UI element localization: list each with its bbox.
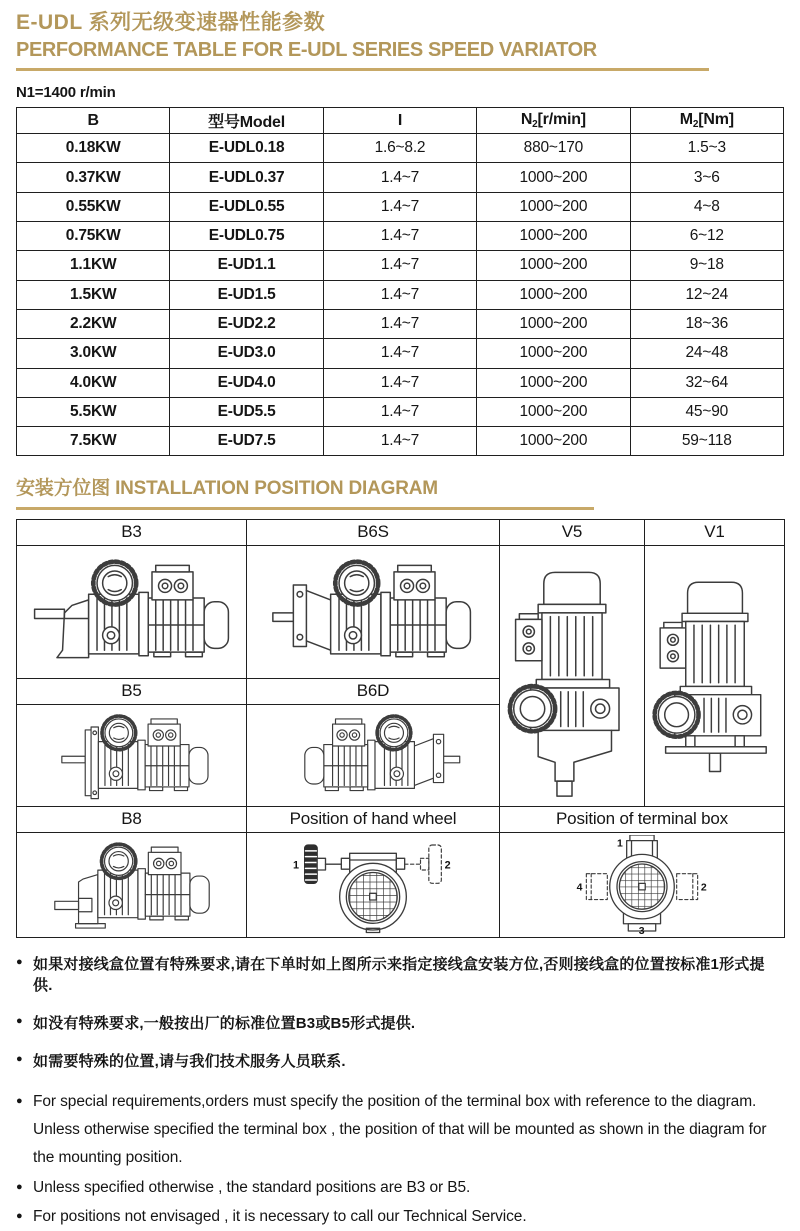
position-label-b6s: B6S: [247, 519, 500, 545]
terminal-box-position-drawing: [567, 835, 717, 935]
table-row: [17, 397, 784, 426]
table-cell: 1000~200: [477, 397, 630, 426]
note-text: Unless specified otherwise , the standard positions are B3 or B5.: [33, 1178, 471, 1196]
note-text: 如果对接线盒位置有特殊要求,请在下单时如上图所示来指定接线盒安装方位,否则接线盒的位置按标准1形式提供.: [33, 955, 765, 994]
table-cell: 5.5KW: [17, 397, 170, 426]
handwheel-position-2-label: 2: [444, 859, 451, 872]
table-cell: 1000~200: [477, 427, 630, 456]
page-title-zh: E-UDL 系列无级变速器性能参数: [16, 11, 326, 34]
table-cell: 1.4~7: [323, 251, 476, 280]
table-cell: 0.18KW: [17, 134, 170, 163]
table-cell: 1.4~7: [323, 222, 476, 251]
table-cell: 24~48: [630, 339, 783, 368]
col-header-ratio: I: [323, 108, 476, 134]
terminal-position-2-label: 2: [700, 882, 707, 894]
table-cell: 2.2KW: [17, 309, 170, 338]
table-cell: 3~6: [630, 163, 783, 192]
position-label-b5: B5: [17, 678, 247, 704]
table-cell: 1000~200: [477, 280, 630, 309]
position-label-b6d: B6D: [247, 678, 500, 704]
cell-v1: [645, 545, 785, 806]
table-row: [17, 134, 784, 163]
table-cell: E-UD3.0: [170, 339, 323, 368]
table-cell: 1000~200: [477, 339, 630, 368]
table-row: [17, 222, 784, 251]
b5-drawing: [32, 708, 232, 803]
b8-drawing: [32, 836, 232, 934]
note-zh-1: [16, 953, 784, 995]
table-row: [17, 251, 784, 280]
table-cell: E-UD1.5: [170, 280, 323, 309]
table-cell: 3.0KW: [17, 339, 170, 368]
performance-table-body: [17, 134, 784, 456]
terminal-position-4-label: 4: [576, 882, 583, 894]
installation-diagram-table: [16, 519, 785, 938]
table-cell: E-UDL0.18: [170, 134, 323, 163]
diagram-header-row-3: [17, 806, 785, 832]
b6s-drawing: [271, 551, 476, 673]
table-cell: 0.75KW: [17, 222, 170, 251]
table-cell: 880~170: [477, 134, 630, 163]
table-cell: 9~18: [630, 251, 783, 280]
handwheel-position-1-label: 1: [293, 859, 300, 872]
position-label-terminal-box: Position of terminal box: [500, 806, 785, 832]
performance-table: [16, 107, 784, 456]
table-cell: 4.0KW: [17, 368, 170, 397]
table-cell: E-UDL0.75: [170, 222, 323, 251]
diagram-header-row-1: [17, 519, 785, 545]
table-cell: 1.5~3: [630, 134, 783, 163]
col-header-torque: $M_2[Nm]$: [630, 108, 783, 134]
handwheel-position-2-icon: [405, 845, 442, 883]
b6d-drawing: [266, 708, 481, 803]
position-label-b3: B3: [17, 519, 247, 545]
table-cell: 1000~200: [477, 222, 630, 251]
cell-v5: [500, 545, 645, 806]
table-cell: E-UD2.2: [170, 309, 323, 338]
note-zh-2: [16, 1012, 784, 1033]
table-cell: 1000~200: [477, 163, 630, 192]
hand-wheel-position-drawing: [273, 835, 473, 935]
title-divider: [16, 68, 709, 71]
bullet-icon: ●: [16, 955, 23, 968]
page-title-en: PERFORMANCE TABLE FOR E-UDL SERIES SPEED VARIATOR: [16, 39, 597, 62]
table-cell: 1.4~7: [323, 280, 476, 309]
position-label-b8: B8: [17, 806, 247, 832]
note-en-2: [16, 1174, 784, 1202]
table-cell: 12~24: [630, 280, 783, 309]
bullet-icon: ●: [16, 1094, 23, 1107]
terminal-position-1-label: 1: [617, 838, 623, 850]
position-label-hand-wheel: Position of hand wheel: [247, 806, 500, 832]
cell-terminal-box-position: [500, 832, 785, 937]
position-label-v5: V5: [500, 519, 645, 545]
table-cell: E-UD5.5: [170, 397, 323, 426]
diagram-row-1: [17, 545, 785, 678]
table-cell: 1.4~7: [323, 368, 476, 397]
table-cell: 59~118: [630, 427, 783, 456]
cell-hand-wheel-position: [247, 832, 500, 937]
table-row: [17, 427, 784, 456]
section-title-installation: 安装方位图 INSTALLATION POSITION DIAGRAM: [16, 478, 438, 500]
diagram-row-3: [17, 832, 785, 937]
table-cell: E-UDL0.55: [170, 192, 323, 221]
table-cell: 4~8: [630, 192, 783, 221]
col-header-model: 型号Model: [170, 108, 323, 134]
cell-b3: [17, 545, 247, 678]
cell-b6d: [247, 704, 500, 806]
note-text: For special requirements,orders must specify the position of the terminal box with reference to the diagram. Unless otherwise specified the terminal box , the position of that will be mounted as shown in the diagram for the mounting position.: [33, 1092, 767, 1167]
cell-b8: [17, 832, 247, 937]
table-cell: 18~36: [630, 309, 783, 338]
bullet-icon: ●: [16, 1209, 23, 1222]
table-cell: 7.5KW: [17, 427, 170, 456]
note-text: 如需要特殊的位置,请与我们技术服务人员联系.: [33, 1052, 346, 1070]
performance-table-header: [17, 108, 784, 134]
table-cell: 0.55KW: [17, 192, 170, 221]
cell-b5: [17, 704, 247, 806]
table-cell: E-UD7.5: [170, 427, 323, 456]
table-cell: 1.4~7: [323, 163, 476, 192]
bullet-icon: ●: [16, 1180, 23, 1193]
table-row: [17, 280, 784, 309]
terminal-box-left-icon: [586, 874, 607, 900]
table-cell: 1.1KW: [17, 251, 170, 280]
table-cell: 6~12: [630, 222, 783, 251]
col-header-output-speed: $N_2[r/\min]$: [477, 108, 630, 134]
handwheel-position-1-icon: [305, 845, 342, 883]
table-cell: E-UD1.1: [170, 251, 323, 280]
table-cell: 1000~200: [477, 309, 630, 338]
table-cell: 1.4~7: [323, 309, 476, 338]
note-zh-3: [16, 1050, 784, 1071]
table-cell: 1000~200: [477, 192, 630, 221]
table-row: [17, 339, 784, 368]
bullet-icon: ●: [16, 1014, 23, 1027]
note-en-3: [16, 1203, 784, 1231]
bullet-icon: ●: [16, 1052, 23, 1065]
table-cell: E-UDL0.37: [170, 163, 323, 192]
table-cell: 32~64: [630, 368, 783, 397]
v5-drawing: [506, 563, 638, 798]
table-cell: 1.4~7: [323, 427, 476, 456]
table-row: [17, 368, 784, 397]
notes-list: [16, 953, 784, 1231]
table-cell: 0.37KW: [17, 163, 170, 192]
table-cell: 1000~200: [477, 251, 630, 280]
header-row: [17, 108, 784, 134]
table-cell: E-UD4.0: [170, 368, 323, 397]
table-row: [17, 309, 784, 338]
v1-drawing: [651, 573, 779, 788]
b3-drawing: [29, 551, 234, 673]
table-cell: 1.6~8.2: [323, 134, 476, 163]
table-cell: 1.4~7: [323, 339, 476, 368]
table-row: [17, 192, 784, 221]
note-text: 如没有特殊要求,一般按出厂的标准位置B3或B5形式提供.: [33, 1014, 416, 1032]
table-cell: 45~90: [630, 397, 783, 426]
section-divider: [16, 507, 594, 510]
input-speed-label: N1=1400 r/min: [16, 84, 116, 102]
cell-b6s: [247, 545, 500, 678]
terminal-position-3-label: 3: [638, 926, 645, 935]
note-text: For positions not envisaged , it is necessary to call our Technical Service.: [33, 1207, 527, 1225]
table-cell: 1.4~7: [323, 397, 476, 426]
terminal-box-right-icon: [677, 874, 698, 900]
col-header-power: B: [17, 108, 170, 134]
note-en-1: [16, 1088, 784, 1173]
table-row: [17, 163, 784, 192]
table-cell: 1.4~7: [323, 192, 476, 221]
table-cell: 1000~200: [477, 368, 630, 397]
table-cell: 1.5KW: [17, 280, 170, 309]
position-label-v1: V1: [645, 519, 785, 545]
